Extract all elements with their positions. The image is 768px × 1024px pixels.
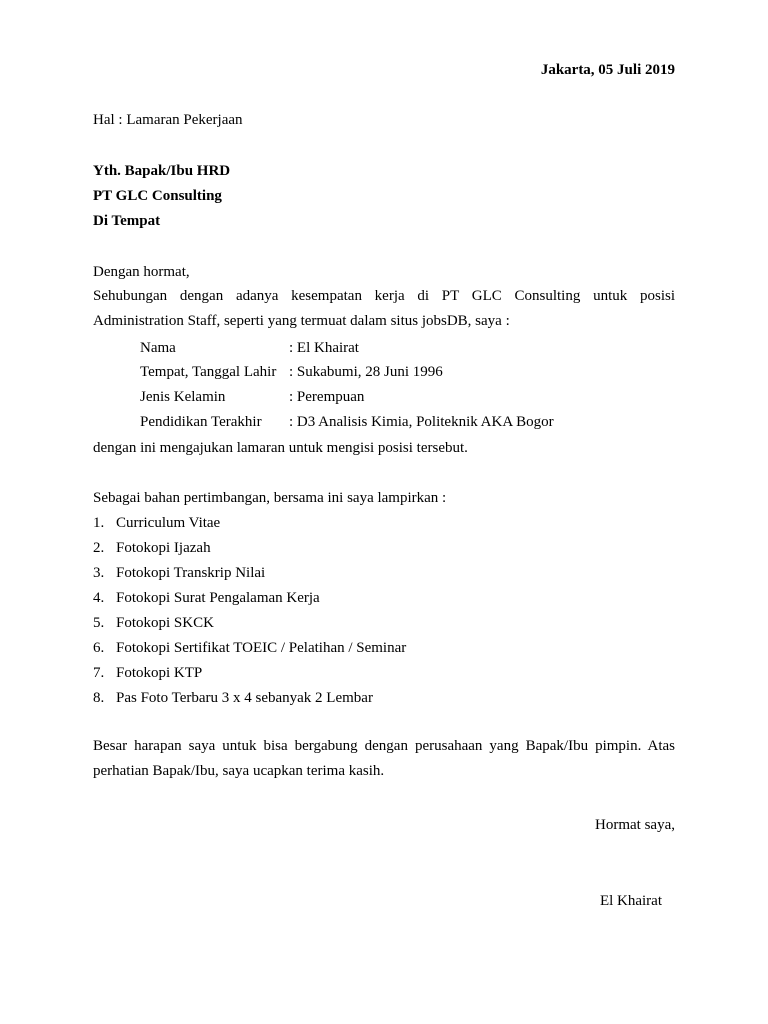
intro-paragraph [93,284,675,334]
list-number: 1. [93,515,105,531]
closing-line-2: perhatian Bapak/Ibu, saya ucapkan terima kasih. [93,763,385,779]
field-value-nama: : El Khairat [289,340,359,356]
recipient-line-1: Yth. Bapak/Ibu HRD [93,163,231,179]
list-item: Fotokopi Transkrip Nilai [116,565,266,581]
list-item: Pas Foto Terbaru 3 x 4 sebanyak 2 Lembar [116,690,373,706]
list-item: Curriculum Vitae [116,515,221,531]
list-number: 5. [93,615,105,631]
list-number: 6. [93,640,105,656]
recipient-line-3: Di Tempat [93,213,161,229]
list-number: 7. [93,665,105,681]
list-number: 4. [93,590,105,606]
field-label-gender: Jenis Kelamin [140,389,226,405]
list-number: 3. [93,565,105,581]
closing-paragraph [93,734,675,784]
field-value-education: : D3 Analisis Kimia, Politeknik AKA Bogor [289,414,554,430]
attachments-intro: Sebagai bahan pertimbangan, bersama ini saya lampirkan : [93,490,447,506]
intro-line-2: Administration Staff, seperti yang termuat dalam situs jobsDB, saya : [93,313,510,329]
list-item: Fotokopi Sertifikat TOEIC / Pelatihan / Seminar [116,640,407,656]
list-item: Fotokopi SKCK [116,615,214,631]
list-number: 2. [93,540,105,556]
place-date: Jakarta, 05 Juli 2019 [540,62,675,78]
field-value-ttl: : Sukabumi, 28 Juni 1996 [289,364,443,380]
sign-off: Hormat saya, [595,817,675,833]
greeting: Dengan hormat, [93,264,190,280]
field-label-education: Pendidikan Terakhir [140,414,262,430]
statement-line: dengan ini mengajukan lamaran untuk mengisi posisi tersebut. [93,440,468,456]
signature-name: El Khairat [599,893,662,909]
intro-line-1: Sehubungan dengan adanya kesempatan kerja di PT GLC Consulting untuk posisi [93,288,675,304]
list-item: Fotokopi Surat Pengalaman Kerja [116,590,320,606]
closing-line-1: Besar harapan saya untuk bisa bergabung dengan perusahaan yang Bapak/Ibu pimpin. Atas [93,738,675,754]
field-label-nama: Nama [140,340,176,356]
list-item: Fotokopi Ijazah [116,540,211,556]
list-number: 8. [93,690,105,706]
recipient-line-2: PT GLC Consulting [93,188,222,204]
field-value-gender: : Perempuan [289,389,365,405]
list-item: Fotokopi KTP [116,665,203,681]
field-label-ttl: Tempat, Tanggal Lahir [140,364,277,380]
subject-line: Hal : Lamaran Pekerjaan [93,112,243,128]
